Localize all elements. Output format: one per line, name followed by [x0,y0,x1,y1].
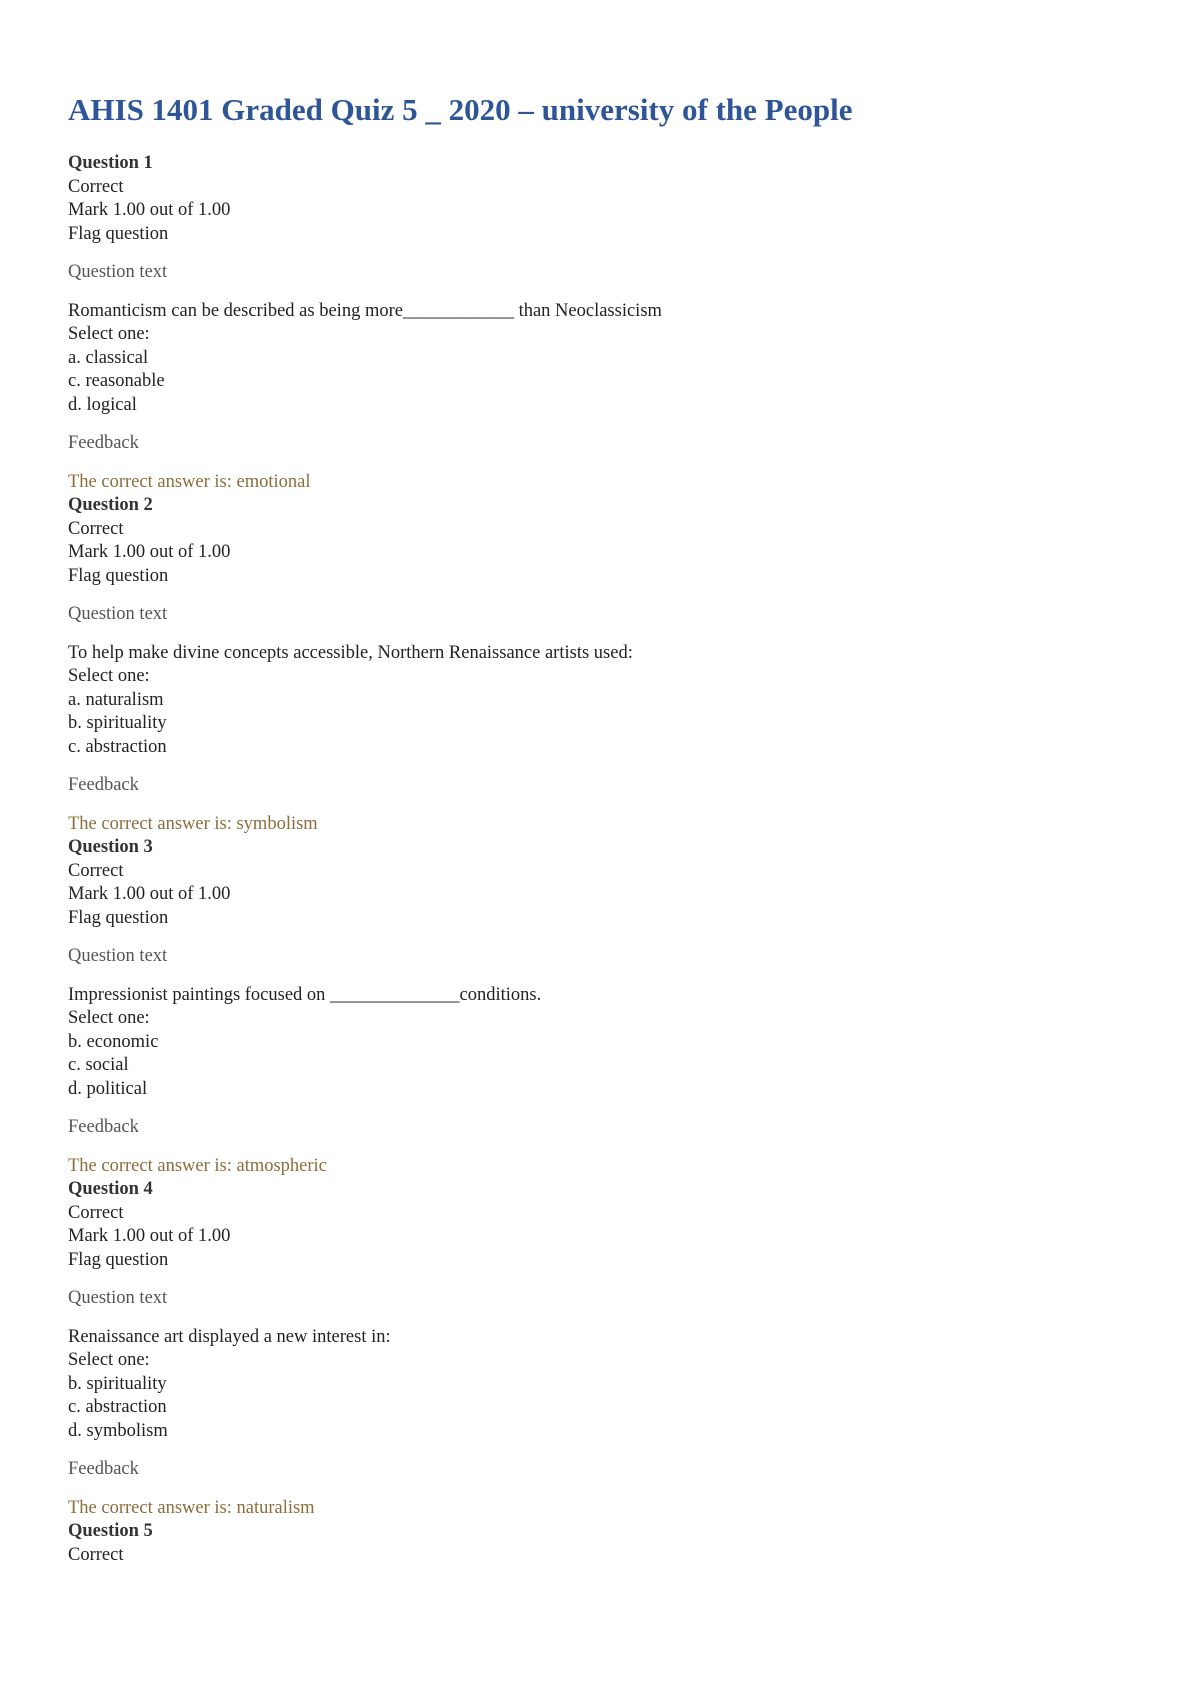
correct-answer: The correct answer is: naturalism [68,1497,315,1518]
answer-option[interactable]: c. reasonable [68,371,165,391]
flag-question-link[interactable]: Flag question [68,907,169,928]
question-mark: Mark 1.00 out of 1.00 [68,884,231,904]
question-mark: Mark 1.00 out of 1.00 [68,1226,231,1246]
answer-option[interactable]: b. spirituality [68,713,167,733]
question-text: To help make divine concepts accessible, Northern Renaissance artists used: [68,642,633,663]
question-block [68,836,1128,1178]
answer-option[interactable]: c. abstraction [68,736,167,757]
question-mark: Mark 1.00 out of 1.00 [68,542,231,562]
select-one-label: Select one: [68,666,150,686]
question-number: Question 1 [68,153,153,173]
question-number: Question 3 [68,837,153,857]
question-text-label: Question text [68,1288,168,1308]
question-number: Question 2 [68,495,153,515]
question-status: Correct [68,1202,124,1223]
question-block [68,152,1128,494]
question-block [68,494,1128,836]
question-block [68,1178,1128,1520]
document-page [68,86,1128,1567]
answer-option[interactable]: b. spirituality [68,1373,167,1394]
answer-option[interactable]: d. logical [68,394,137,415]
question-status: Correct [68,1544,124,1565]
feedback-label: Feedback [68,433,139,453]
question-text-label: Question text [68,262,168,282]
select-one-label: Select one: [68,324,150,344]
question-block [68,1520,1128,1567]
question-number: Question 5 [68,1521,153,1541]
answer-option[interactable]: d. symbolism [68,1420,168,1441]
correct-answer: The correct answer is: emotional [68,471,311,492]
select-one-label: Select one: [68,1350,150,1370]
answer-option[interactable]: a. naturalism [68,689,164,710]
answer-option[interactable]: b. economic [68,1031,159,1052]
correct-answer: The correct answer is: atmospheric [68,1155,327,1176]
question-text: Impressionist paintings focused on ______________conditions. [68,984,542,1005]
question-number: Question 4 [68,1179,153,1199]
question-status: Correct [68,176,124,197]
answer-option[interactable]: d. political [68,1078,148,1099]
question-mark: Mark 1.00 out of 1.00 [68,200,231,220]
flag-question-link[interactable]: Flag question [68,223,169,244]
feedback-label: Feedback [68,775,139,795]
question-text-label: Question text [68,604,168,624]
document-title: AHIS 1401 Graded Quiz 5 _ 2020 – university of the People [68,92,853,127]
question-text-label: Question text [68,946,168,966]
correct-answer: The correct answer is: symbolism [68,813,318,834]
question-status: Correct [68,518,124,539]
question-text: Romanticism can be described as being more____________ than Neoclassicism [68,300,662,321]
select-one-label: Select one: [68,1008,150,1028]
question-text: Renaissance art displayed a new interest in: [68,1326,391,1347]
flag-question-link[interactable]: Flag question [68,565,169,586]
answer-option[interactable]: a. classical [68,347,149,368]
feedback-label: Feedback [68,1117,139,1137]
flag-question-link[interactable]: Flag question [68,1249,169,1270]
answer-option[interactable]: c. social [68,1055,129,1075]
feedback-label: Feedback [68,1459,139,1479]
question-status: Correct [68,860,124,881]
answer-option[interactable]: c. abstraction [68,1397,167,1417]
